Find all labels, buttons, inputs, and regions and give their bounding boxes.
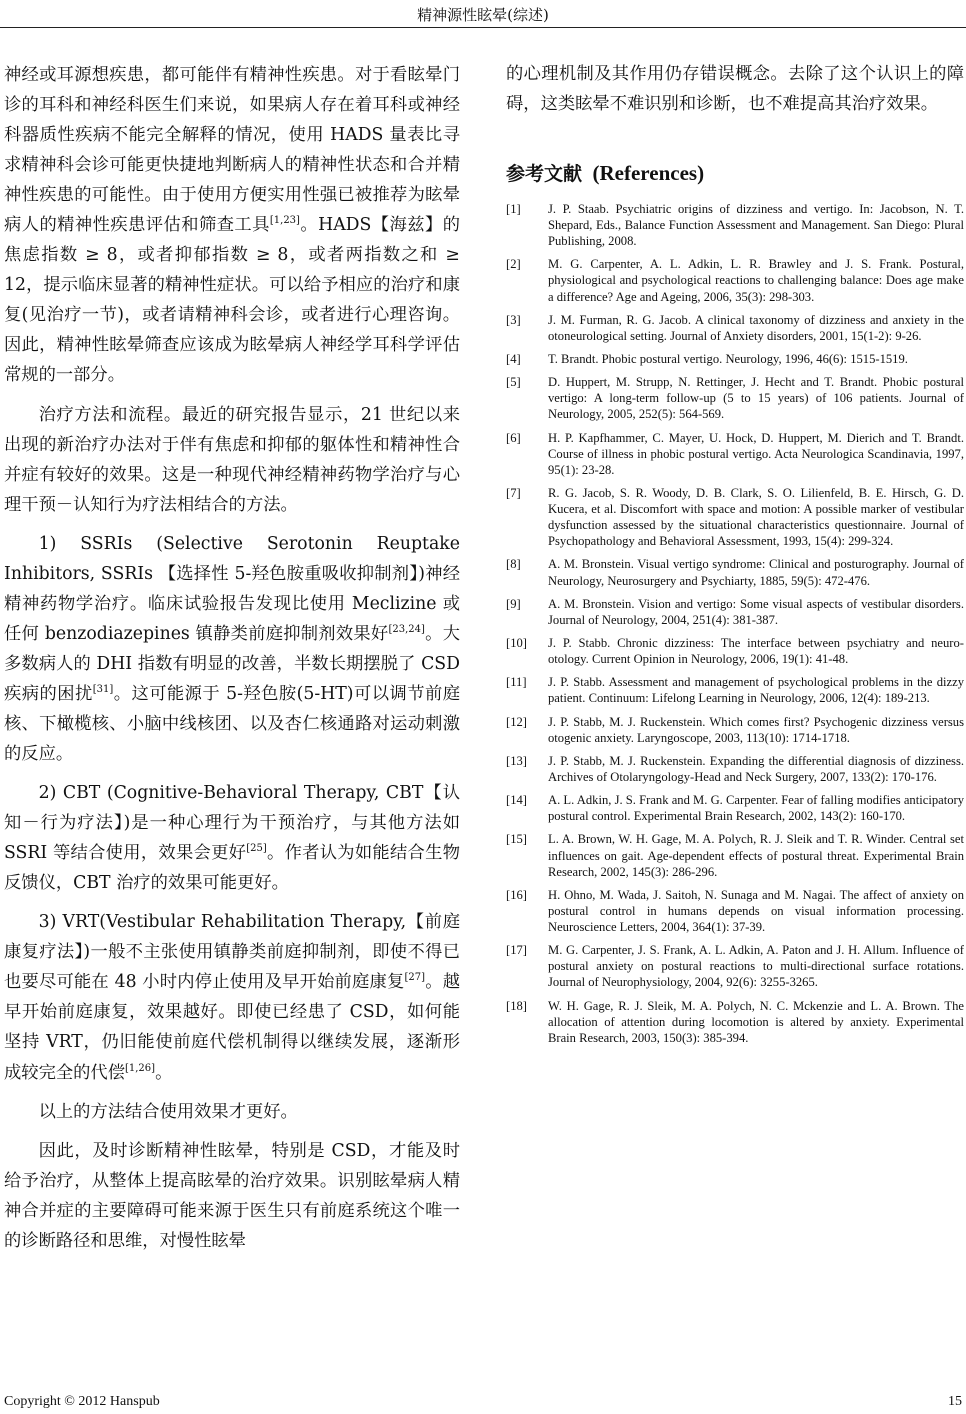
paragraph-combined: 以上的方法结合使用效果才更好。 (38, 1101, 298, 1122)
reference-list (506, 201, 964, 1046)
reference-text: M. G. Carpenter, A. L. Adkin, L. R. Brawley and J. S. Frank. Postural, physiological and psychological reactions to challenging balance: Does age make a difference? Age and Ageing, 2006, 35(3): 298-303. (548, 257, 964, 304)
reference-text: T. Brandt. Phobic postural vertigo. Neurology, 1996, 46(6): 1515-1519. (548, 352, 908, 367)
reference-text: J. P. Stabb, M. J. Ruckenstein. Which comes first? Psychogenic dizziness versus otogenic anxiety. Laryngoscope, 2003, 113(10): 1714-1718. (548, 714, 964, 745)
reference-number: [13] (506, 753, 527, 768)
reference-number: [9] (506, 596, 521, 611)
reference-number: [11] (506, 675, 527, 690)
reference-item (506, 556, 964, 588)
reference-item (506, 312, 964, 344)
reference-item (506, 351, 964, 367)
reference-item (506, 256, 964, 304)
citation: [25] (246, 843, 267, 855)
reference-text: J. P. Stabb. Chronic dizziness: The interface between psychiatry and neuro-otology. Current Opinion in Neurology, 2006, 19(1): 41-48. (548, 636, 964, 667)
reference-number: [8] (506, 557, 521, 572)
reference-text: R. G. Jacob, S. R. Woody, D. B. Clark, S. O. Lilienfeld, B. E. Hirsch, G. D. Kucera, et al. Discomfort with space and motion: A possible marker of vestibular dysfunction assessed by the situational characteristics questionnaire. Journal of Psychopathology and Behavioral Assessment, 1993, 15(4): 299-324. (548, 485, 964, 549)
reference-item (506, 792, 964, 824)
reference-text: D. Huppert, M. Strupp, N. Rettinger, J. Hecht and T. Brandt. Phobic postural vertigo: A long-term follow-up (5 to 15 years) of 106 patients. Journal of Neurology, 2005, 252(5): 564-569. (548, 375, 964, 422)
references-heading: 参考文献 (References) (506, 161, 705, 185)
paragraph-vrt: 3) VRT(Vestibular Rehabilitation Therapy,【前庭康复疗法】)一般不主张使用镇静类前庭抑制剂，即使不得已也要尽可能在 48 小时内停止使用及早开始前庭康复[27]。越早开始前庭康复，效果越好。即使已经患了 CSD，如何能坚持 VRT，仍旧能使前庭代偿机制得以继续发展，逐渐形成较完全的代偿[1,26]。 (4, 912, 460, 1083)
reference-number: [2] (506, 257, 521, 272)
reference-item (506, 201, 964, 249)
reference-text: J. M. Furman, R. G. Jacob. A clinical taxonomy of dizziness and anxiety in the otoneurological setting. Journal of Anxiety disorders, 2001, 15(1-2): 9-26. (548, 312, 964, 343)
left-column (4, 60, 460, 1256)
paragraph-screening: 神经或耳源想疾患，都可能伴有精神性疾患。对于看眩晕门诊的耳科和神经科医生们来说，如果病人存在着耳科或神经科器质性疾病不能完全解释的情况，使用 HADS 量表比寻求精神科会诊可能更快捷地判断病人的精神性状态和合并精神性疾患的可能性。由于使用方便实用性强已被推荐为眩晕病人的精神性疾患评估和筛查工具[1,23]。HADS【海兹】的焦虑指数 ≥ 8，或者抑郁指数 ≥ 8，或者两指数之和 ≥ 12，提示临床显著的精神性症状。可以给予相应的治疗和康复(见治疗一节)，或者请精神科会诊，或者进行心理咨询。因此，精神性眩晕筛查应该成为眩晕病人神经学耳科学评估常规的一部分。 (4, 65, 460, 386)
reference-number: [7] (506, 485, 521, 500)
citation: [31] (92, 683, 114, 695)
reference-text: A. M. Bronstein. Visual vertigo syndrome: Clinical and posturography. Journal of Neurology, Neurosurgery and Psychiarty, 1885, 59(5): 472-476. (548, 557, 964, 588)
reference-number: [16] (506, 887, 527, 902)
paragraph-cbt: 2) CBT (Cognitive-Behavioral Therapy, CBT【认知－行为疗法】)是一种心理行为干预治疗，与其他方法如 SSRI 等结合使用，效果会更好[25]。作者认为如能结合生物反馈仪，CBT 治疗的效果可能更好。 (4, 783, 460, 894)
reference-text: H. Ohno, M. Wada, J. Saitoh, N. Sunaga and M. Nagai. The affect of anxiety on postural control in humans depends on visual information processing. Neuroscience Letters, 2004, 364(1): 37-39. (548, 887, 964, 934)
reference-text: J. P. Stabb, M. J. Ruckenstein. Expanding the differential diagnosis of dizziness. Archives of Otolaryngology-Head and Neck Surgery, 2007, 133(2): 170-176. (548, 753, 964, 784)
reference-number: [5] (506, 375, 521, 390)
reference-item (506, 596, 964, 628)
reference-number: [10] (506, 636, 527, 650)
reference-item (506, 998, 964, 1046)
reference-text: A. M. Bronstein. Vision and vertigo: Some visual aspects of vestibular disorders. Journal of Neurology, 2004, 251(4): 381-387. (548, 596, 964, 627)
reference-number: [4] (506, 352, 521, 367)
reference-item (506, 942, 964, 990)
reference-number: [3] (506, 312, 521, 327)
paragraph-continuation: 的心理机制及其作用仍存错误概念。去除了这个认识上的障碍，这类眩晕不难识别和诊断，也不难提高其治疗效果。 (506, 64, 964, 114)
header-divider (0, 27, 966, 28)
reference-text: J. P. Stabb. Assessment and management of psychological problems in the dizzy patient. Continuum: Lifelong Learning in Neurology, 2006, 12(4): 189-213. (548, 675, 964, 706)
reference-item (506, 831, 964, 879)
reference-item (506, 430, 964, 478)
reference-number: [15] (506, 832, 527, 847)
paragraph-conclusion: 因此，及时诊断精神性眩晕，特别是 CSD，才能及时给予治疗，从整体上提高眩晕的治疗效果。识别眩晕病人精神合并症的主要障碍可能来源于医生只有前庭系统这个唯一的诊断路径和思维，对慢性眩晕 (4, 1140, 460, 1251)
citation: [1,23] (269, 215, 300, 227)
reference-text: L. A. Brown, W. H. Gage, M. A. Polych, R. J. Sleik and T. R. Winder. Central set influences on gait. Age-dependent effects of postural threat. Experimental Brain Research, 2002, 145(3): 286-296. (548, 832, 964, 879)
citation: [23,24] (388, 623, 425, 635)
reference-text: H. P. Kapfhammer, C. Mayer, U. Hock, D. Huppert, M. Dierich and T. Brandt. Course of illness in phobic postural vertigo. Acta Neurologica Scandinavia, 1997, 95(1): 23-28. (548, 430, 964, 477)
reference-text: A. L. Adkin, J. S. Frank and M. G. Carpenter. Fear of falling modifies anticipatory postural control. Experimental Brain Research, 2002, 143(2): 160-170. (548, 793, 964, 824)
reference-item (506, 485, 964, 549)
reference-number: [18] (506, 998, 527, 1013)
reference-text: W. H. Gage, R. J. Sleik, M. A. Polych, N. C. Mckenzie and L. A. Brown. The allocation of attention during locomotion is altered by anxiety. Experimental Brain Research, 2003, 150(3): 385-394. (548, 998, 964, 1045)
paragraph-ssri: 1) SSRIs (Selective Serotonin Reuptake Inhibitors, SSRIs 【选择性 5-羟色胺重吸收抑制剂】)神经精神药物学治疗。临床试验报告发现比使用 Meclizine 或任何 benzodiazepines 镇静类前庭抑制剂效果好[23,24]。大多数病人的 DHI 指数有明显的改善，半数长期摆脱了 CSD 疾病的困扰[31]。这可能源于 5-羟色胺(5-HT)可以调节前庭核、下橄榄核、小脑中线核团、以及杏仁核通路对运动刺激的反应。 (4, 533, 460, 765)
reference-text: M. G. Carpenter, J. S. Frank, A. L. Adkin, A. Paton and J. H. Allum. Influence of postural anxiety on postural reactions to multi-directional surface rotations. Journal of Neurophysiology, 2004, 92(6): 3255-3265. (548, 943, 964, 990)
citation: [1,26] (124, 1062, 156, 1074)
reference-item (506, 374, 964, 422)
reference-number: [12] (506, 714, 527, 729)
reference-number: [14] (506, 793, 527, 808)
reference-item (506, 714, 964, 746)
paragraph-treatment: 治疗方法和流程。最近的研究报告显示，21 世纪以来出现的新治疗办法对于伴有焦虑和抑郁的躯体性和精神性合并症有较好的效果。这是一种现代神经精神药物学治疗与心理干预－认知行为疗法相结合的方法。 (4, 404, 460, 515)
reference-item (506, 674, 964, 706)
right-column (506, 60, 964, 1053)
reference-item (506, 635, 964, 667)
reference-number: [6] (506, 430, 521, 445)
page-number: 15 (948, 1394, 962, 1409)
copyright-footer: Copyright © 2012 Hanspub (4, 1394, 160, 1409)
citation: [27] (404, 972, 426, 984)
running-header: 精神源性眩晕(综述) (417, 6, 549, 24)
reference-number: [17] (506, 943, 527, 958)
reference-text: J. P. Staab. Psychiatric origins of dizziness and vertigo. In: Jacobson, N. T. Shepard, Eds., Balance Function Assessment and Management. San Diego: Plural Publishing, 2008. (548, 202, 964, 249)
reference-number: [1] (506, 202, 521, 216)
reference-item (506, 753, 964, 785)
reference-item (506, 887, 964, 935)
